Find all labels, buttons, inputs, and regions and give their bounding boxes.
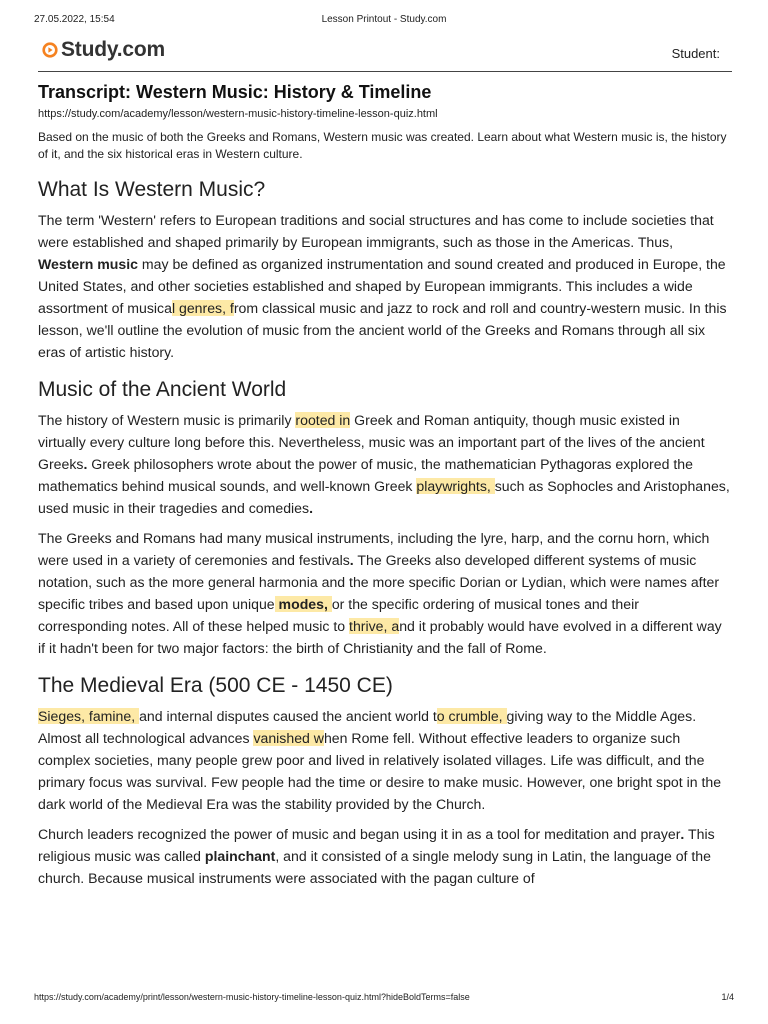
- print-title: Lesson Printout - Study.com: [321, 14, 447, 25]
- text-run: This religious music was called: [38, 826, 715, 864]
- text-run: The term 'Western' refers to European traditions and social structures and has come to include societies that were established and shaped primarily by European immigrants, such as those in the Americas. Thus,: [38, 212, 714, 250]
- text-run: or the specific ordering of musical tones and their corresponding notes. All of these helped music to: [38, 596, 639, 634]
- paragraph: [38, 527, 730, 659]
- header-divider: [38, 71, 732, 72]
- text-run: Greek and Roman antiquity, though music existed in virtually every culture long before this. Nevertheless, music was an important part of the lives of the ancient Greeks: [38, 412, 705, 472]
- vocab-highlight[interactable]: vanished w: [253, 730, 324, 746]
- text-run: Greek philosophers wrote about the power of music, the mathematician Pythagoras explored the mathematics behind musical sounds, and well-known Greek: [38, 456, 693, 494]
- text-run: rom classical music and jazz to rock and roll and country-western music. In this lesson, we'll outline the evolution of music from the ancient world of the Greeks and Romans through all six eras of artistic history.: [38, 300, 727, 360]
- lesson-intro: Based on the music of both the Greeks and Romans, Western music was created. Learn about what Western music is, the history of it, and the six historical eras in Western culture.: [38, 130, 727, 161]
- text-run: The Greeks and Romans had many musical instruments, including the lyre, harp, and the cornu horn, which were used in a variety of ceremonies and festivals: [38, 530, 710, 568]
- bold-term: .: [349, 552, 354, 568]
- text-run: giving way to the Middle Ages. Almost all technological advances: [38, 708, 697, 746]
- study-logo[interactable]: [42, 38, 165, 62]
- bold-term: plainchant: [204, 848, 276, 864]
- text-run: The Greeks also developed different systems of music notation, such as the more general harmonia and the more specific Dorian or Lydian, which were names after specific tribes and based upon unique: [38, 552, 720, 612]
- vocab-highlight[interactable]: modes,: [274, 596, 332, 612]
- print-header: [34, 14, 734, 28]
- footer-url: https://study.com/academy/print/lesson/western-music-history-timeline-lesson-quiz.html?hideBoldTerms=false: [34, 992, 470, 1002]
- vocab-highlight[interactable]: l genres, f: [171, 300, 234, 316]
- paragraph: [38, 209, 730, 363]
- vocab-highlight[interactable]: Sieges, famine,: [38, 708, 140, 724]
- paragraph: [38, 823, 730, 889]
- text-run: hen Rome fell. Without effective leaders to organize such complex societies, many people grew poor and lived in relatively isolated villages. Life was difficult, and the primary focus was survival. Few people had the time or desire to make music. However, one bright spot in the dark world of the Medieval Era was the stability provided by the Church.: [38, 730, 722, 812]
- section-heading-ancient-world: Music of the Ancient World: [38, 378, 287, 401]
- bold-term: .: [309, 500, 313, 516]
- vocab-highlight[interactable]: rooted in: [295, 412, 351, 428]
- bold-term: .: [83, 456, 88, 472]
- print-date: 27.05.2022, 15:54: [34, 14, 115, 25]
- vocab-highlight[interactable]: thrive, a: [349, 618, 400, 634]
- bold-term: Western music: [38, 256, 138, 272]
- lesson-content: [38, 80, 730, 897]
- text-run: and internal disputes caused the ancient world t: [139, 708, 437, 724]
- lesson-title: Transcript: Western Music: History & Timeline: [38, 82, 432, 102]
- vocab-highlight[interactable]: o crumble,: [436, 708, 507, 724]
- bold-term: .: [680, 826, 685, 842]
- student-label: Student:: [671, 46, 720, 61]
- paragraph: [38, 705, 730, 815]
- text-run: Church leaders recognized the power of music and began using it in as a tool for meditation and prayer: [38, 826, 681, 842]
- lesson-url[interactable]: https://study.com/academy/lesson/western-music-history-timeline-lesson-quiz.html: [38, 108, 438, 120]
- text-run: may be defined as organized instrumentation and sound created and produced in Europe, the United States, and other societies established and shaped by European immigrants. This includes a wide assortment of musica: [38, 256, 726, 316]
- brand-bar: [38, 38, 734, 70]
- text-run: nd it probably would have evolved in a different way if it hadn't been for two major factors: the birth of Christianity and the fall of Rome.: [38, 618, 722, 656]
- text-run: The history of Western music is primarily: [38, 412, 296, 428]
- section-heading-medieval-era: The Medieval Era (500 CE - 1450 CE): [38, 674, 393, 697]
- text-run: , and it consisted of a single melody sung in Latin, the language of the church. Because musical instruments were associated with the pagan culture of: [38, 848, 711, 886]
- page-number: 1/4: [721, 992, 734, 1002]
- vocab-highlight[interactable]: playwrights,: [416, 478, 495, 494]
- text-run: such as Sophocles and Aristophanes, used music in their tragedies and comedies: [38, 478, 730, 516]
- section-heading-western-music: What Is Western Music?: [38, 178, 266, 201]
- print-footer: [34, 992, 734, 1004]
- paragraph: [38, 409, 730, 519]
- play-circle-icon: [42, 42, 58, 58]
- logo-text: Study.com: [61, 38, 165, 61]
